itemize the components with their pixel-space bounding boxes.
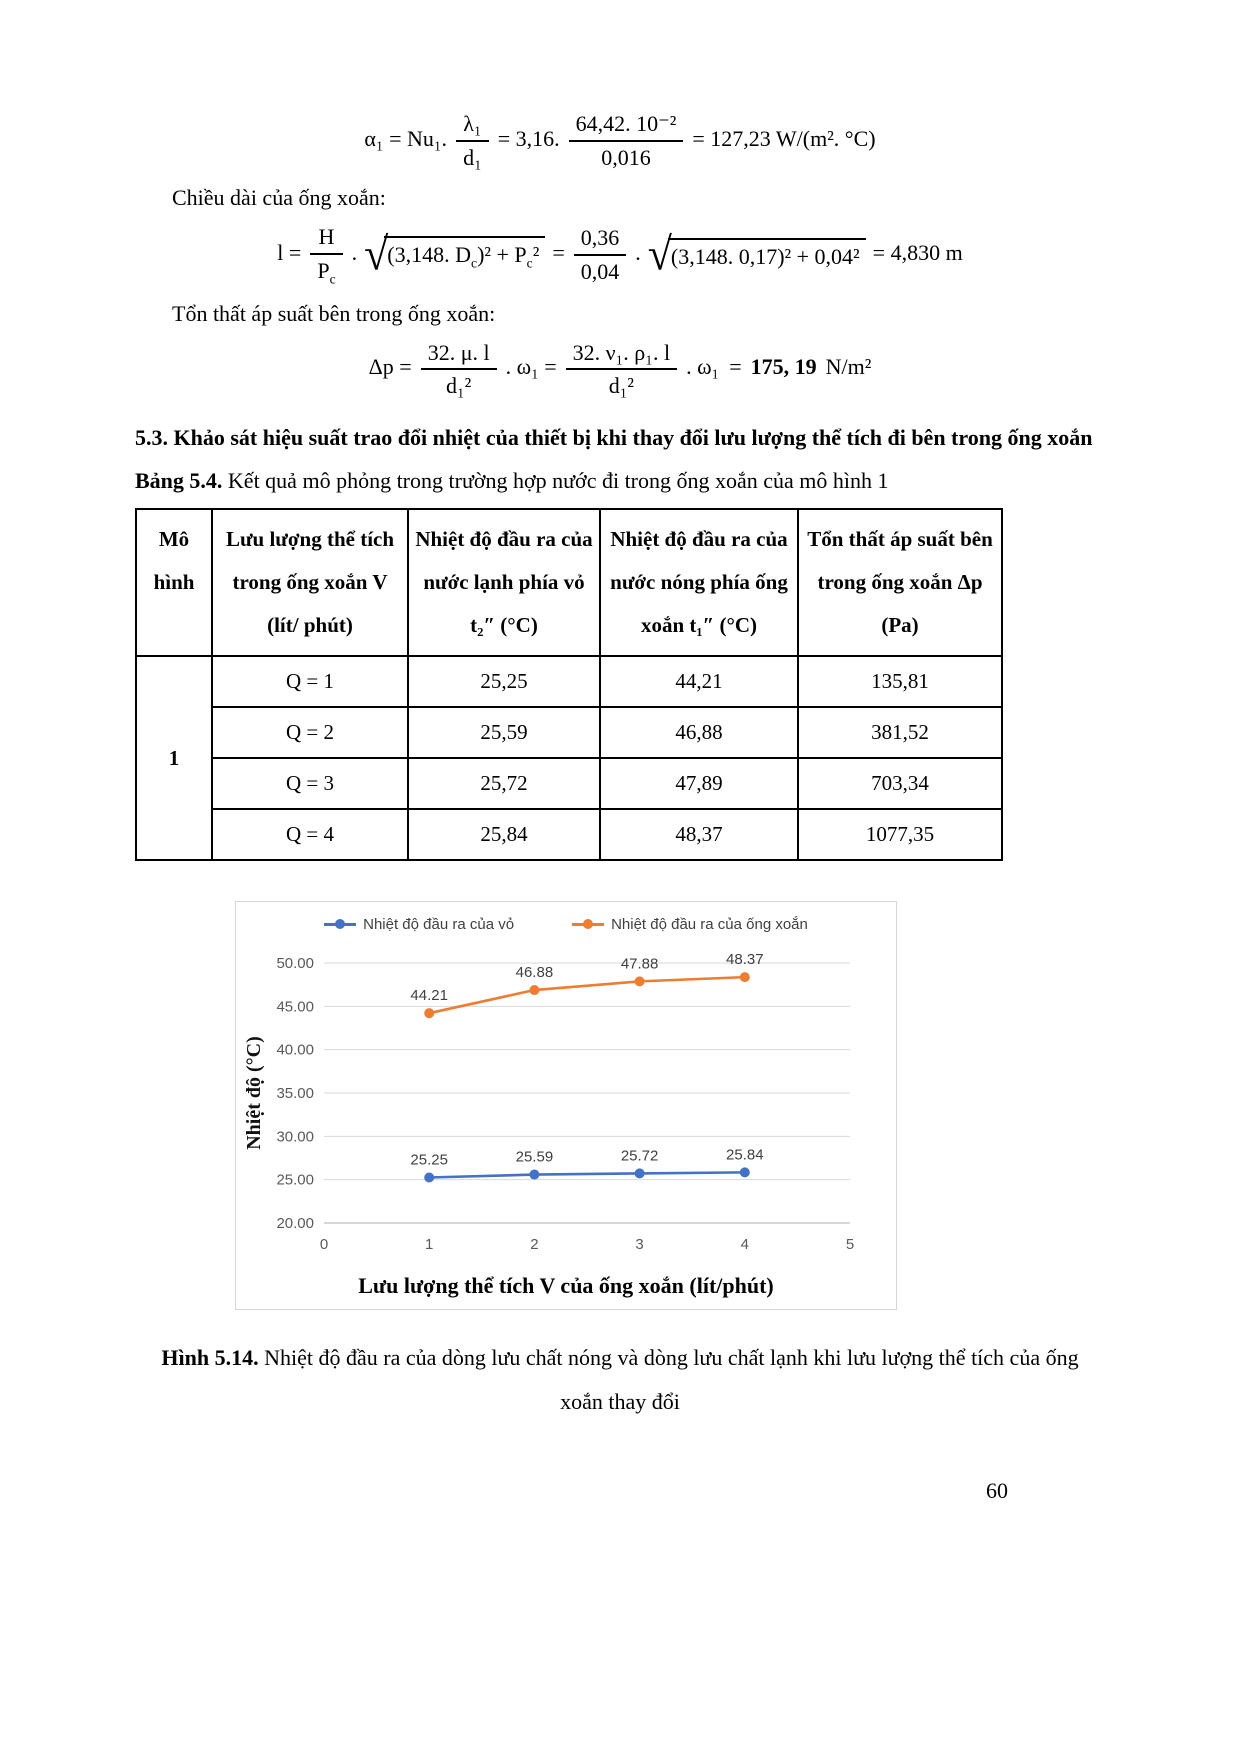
formula-term: (3,148. D [387, 242, 472, 268]
paragraph-pressure-loss: Tổn thất áp suất bên trong ống xoắn: [172, 300, 496, 326]
cell-t2: 25,59 [408, 707, 600, 758]
formula-unit: N/m² [825, 354, 872, 380]
svg-text:25.72: 25.72 [620, 1147, 659, 1165]
formula-term: = [729, 354, 742, 380]
fraction [574, 224, 627, 285]
fraction [569, 110, 684, 171]
fraction-denominator: 0,016 [601, 144, 651, 170]
col-header-dp: Tổn thất áp suất bên trong ống xoắn Δp (Pa) [798, 509, 1002, 656]
col-header-t2: Nhiệt độ đầu ra của nước lạnh phía vỏ t₂″ (°C) [408, 509, 600, 656]
square-root [647, 229, 866, 281]
formula-term: . [351, 240, 358, 266]
fraction [310, 223, 342, 287]
table-row [136, 758, 1002, 809]
svg-text:30.00: 30.00 [276, 1128, 314, 1146]
table-caption-text: Kết quả mô phỏng trong trường hợp nước đi trong ống xoắn của mô hình 1 [222, 467, 889, 493]
svg-text:48.37: 48.37 [726, 951, 764, 969]
section-heading: 5.3. Khảo sát hiệu suất trao đổi nhiệt của thiết bị khi thay đổi lưu lượng thể tích đi bên trong ống xoắn [135, 424, 1093, 450]
svg-text:4: 4 [740, 1236, 749, 1254]
radical-sign: √ [364, 229, 389, 281]
table-caption [135, 468, 1105, 494]
radicand: (3,148. 0,17)² + 0,04² [668, 238, 866, 272]
svg-text:0: 0 [319, 1236, 329, 1254]
chart-legend [242, 916, 890, 933]
fraction-denominator: d₁² [608, 373, 634, 399]
cell-dp: 703,34 [798, 758, 1002, 809]
cell-t2: 25,84 [408, 809, 600, 860]
formula-term: = 3,16. [497, 125, 560, 151]
fraction-numerator: λ₁ [456, 110, 489, 142]
legend-item-shell-outlet [324, 916, 514, 933]
fraction [566, 339, 677, 400]
legend-item-coil-outlet [572, 916, 808, 933]
symbol-subscript: c [471, 255, 478, 271]
table-caption-label: Bảng 5.4. [135, 467, 223, 493]
formula-result: = 127,23 W/(m². °C) [692, 125, 876, 151]
formula-term: α₁ = Nu₁. [364, 125, 448, 151]
fraction [456, 110, 489, 171]
svg-text:25.00: 25.00 [276, 1171, 314, 1189]
legend-line-marker-orange [572, 923, 604, 926]
col-header-flow: Lưu lượng thể tích trong ống xoắn V (lít/ phút) [212, 509, 408, 656]
fraction-numerator: 0,36 [574, 224, 627, 256]
svg-text:47.88: 47.88 [620, 955, 659, 973]
radical-sign: √ [647, 229, 672, 281]
formula-result: 175, 19 [750, 354, 817, 380]
radicand [384, 236, 545, 274]
page-number: 60 [986, 1478, 1008, 1503]
cell-t1: 47,89 [600, 758, 798, 809]
svg-text:3: 3 [635, 1236, 644, 1254]
cell-dp: 1077,35 [798, 809, 1002, 860]
svg-text:25.25: 25.25 [410, 1151, 448, 1169]
svg-text:45.00: 45.00 [276, 998, 314, 1016]
formula-result: = 4,830 m [872, 240, 963, 266]
cell-t1: 46,88 [600, 707, 798, 758]
svg-text:46.88: 46.88 [515, 964, 554, 982]
cell-t1: 48,37 [600, 809, 798, 860]
formula-term: Δp = [368, 354, 412, 380]
formula-coil-length [135, 223, 1105, 287]
legend-label: Nhiệt độ đầu ra của ống xoắn [611, 916, 808, 934]
table-row [136, 809, 1002, 860]
formula-pressure-drop [135, 339, 1105, 400]
fraction-denominator: d₁ [463, 144, 482, 170]
svg-text:40.00: 40.00 [276, 1041, 314, 1059]
svg-text:35.00: 35.00 [276, 1085, 314, 1103]
svg-text:44.21: 44.21 [410, 987, 448, 1005]
cell-model: 1 [136, 656, 212, 860]
svg-text:5: 5 [845, 1236, 855, 1254]
paragraph-coil-length: Chiều dài của ống xoắn: [172, 185, 386, 210]
figure-caption-label: Hình 5.14. [161, 1345, 259, 1371]
fraction-denominator [310, 255, 342, 287]
fraction-denominator: 0,04 [580, 258, 620, 284]
results-table [135, 508, 1003, 861]
svg-text:20.00: 20.00 [276, 1215, 314, 1233]
svg-text:Nhiệt độ (°C): Nhiệt độ (°C) [243, 1036, 265, 1150]
formula-term: l = [277, 240, 302, 266]
col-header-t1: Nhiệt độ đầu ra của nước nóng phía ống xoắn t₁″ (°C) [600, 509, 798, 656]
cell-flow: Q = 1 [212, 656, 408, 707]
fraction-denominator: d₁² [446, 373, 472, 399]
fraction-numerator: 32. ν₁. ρ₁. l [566, 339, 677, 371]
legend-line-marker-blue [324, 923, 356, 926]
fraction-numerator: 64,42. 10⁻² [569, 110, 684, 142]
formula-alpha1 [135, 110, 1105, 171]
formula-term: . ω₁ = [505, 354, 557, 380]
figure-caption [155, 1336, 1085, 1424]
table-header-row [136, 509, 1002, 656]
svg-text:1: 1 [425, 1236, 434, 1254]
symbol-base: P [317, 257, 330, 283]
symbol-subscript: c [329, 270, 336, 286]
cell-flow: Q = 3 [212, 758, 408, 809]
legend-label: Nhiệt độ đầu ra của vỏ [363, 916, 515, 934]
temperature-chart [235, 901, 897, 1310]
formula-term: )² + P [477, 242, 527, 268]
svg-text:50.00: 50.00 [276, 955, 314, 973]
figure-caption-text: Nhiệt độ đầu ra của dòng lưu chất nóng và dòng lưu chất lạnh khi lưu lượng thể tích của ống xoắn thay đổi [258, 1345, 1079, 1415]
square-root [364, 229, 545, 281]
legend-dot-blue [335, 919, 345, 929]
chart-x-axis-label: Lưu lượng thể tích V của ống xoắn (lít/phút) [358, 1273, 774, 1299]
cell-flow: Q = 2 [212, 707, 408, 758]
svg-text:25.59: 25.59 [515, 1148, 554, 1166]
cell-dp: 381,52 [798, 707, 1002, 758]
cell-flow: Q = 4 [212, 809, 408, 860]
legend-dot-orange [583, 919, 593, 929]
formula-term: = [552, 240, 565, 266]
cell-dp: 135,81 [798, 656, 1002, 707]
table-row [136, 707, 1002, 758]
cell-t1: 44,21 [600, 656, 798, 707]
formula-term: . ω₁ [686, 354, 720, 380]
svg-text:25.84: 25.84 [726, 1146, 764, 1164]
fraction [421, 339, 497, 400]
cell-t2: 25,25 [408, 656, 600, 707]
symbol-subscript: c [526, 255, 533, 271]
fraction-numerator: H [310, 223, 342, 255]
table-row [136, 656, 1002, 707]
svg-text:2: 2 [530, 1236, 539, 1254]
fraction-numerator: 32. μ. l [421, 339, 497, 371]
line-chart-svg [242, 937, 876, 1271]
col-header-model: Mô hình [136, 509, 212, 656]
chart-plot-area [242, 937, 890, 1271]
cell-t2: 25,72 [408, 758, 600, 809]
formula-term: ² [532, 242, 540, 268]
formula-term: . [635, 240, 641, 266]
